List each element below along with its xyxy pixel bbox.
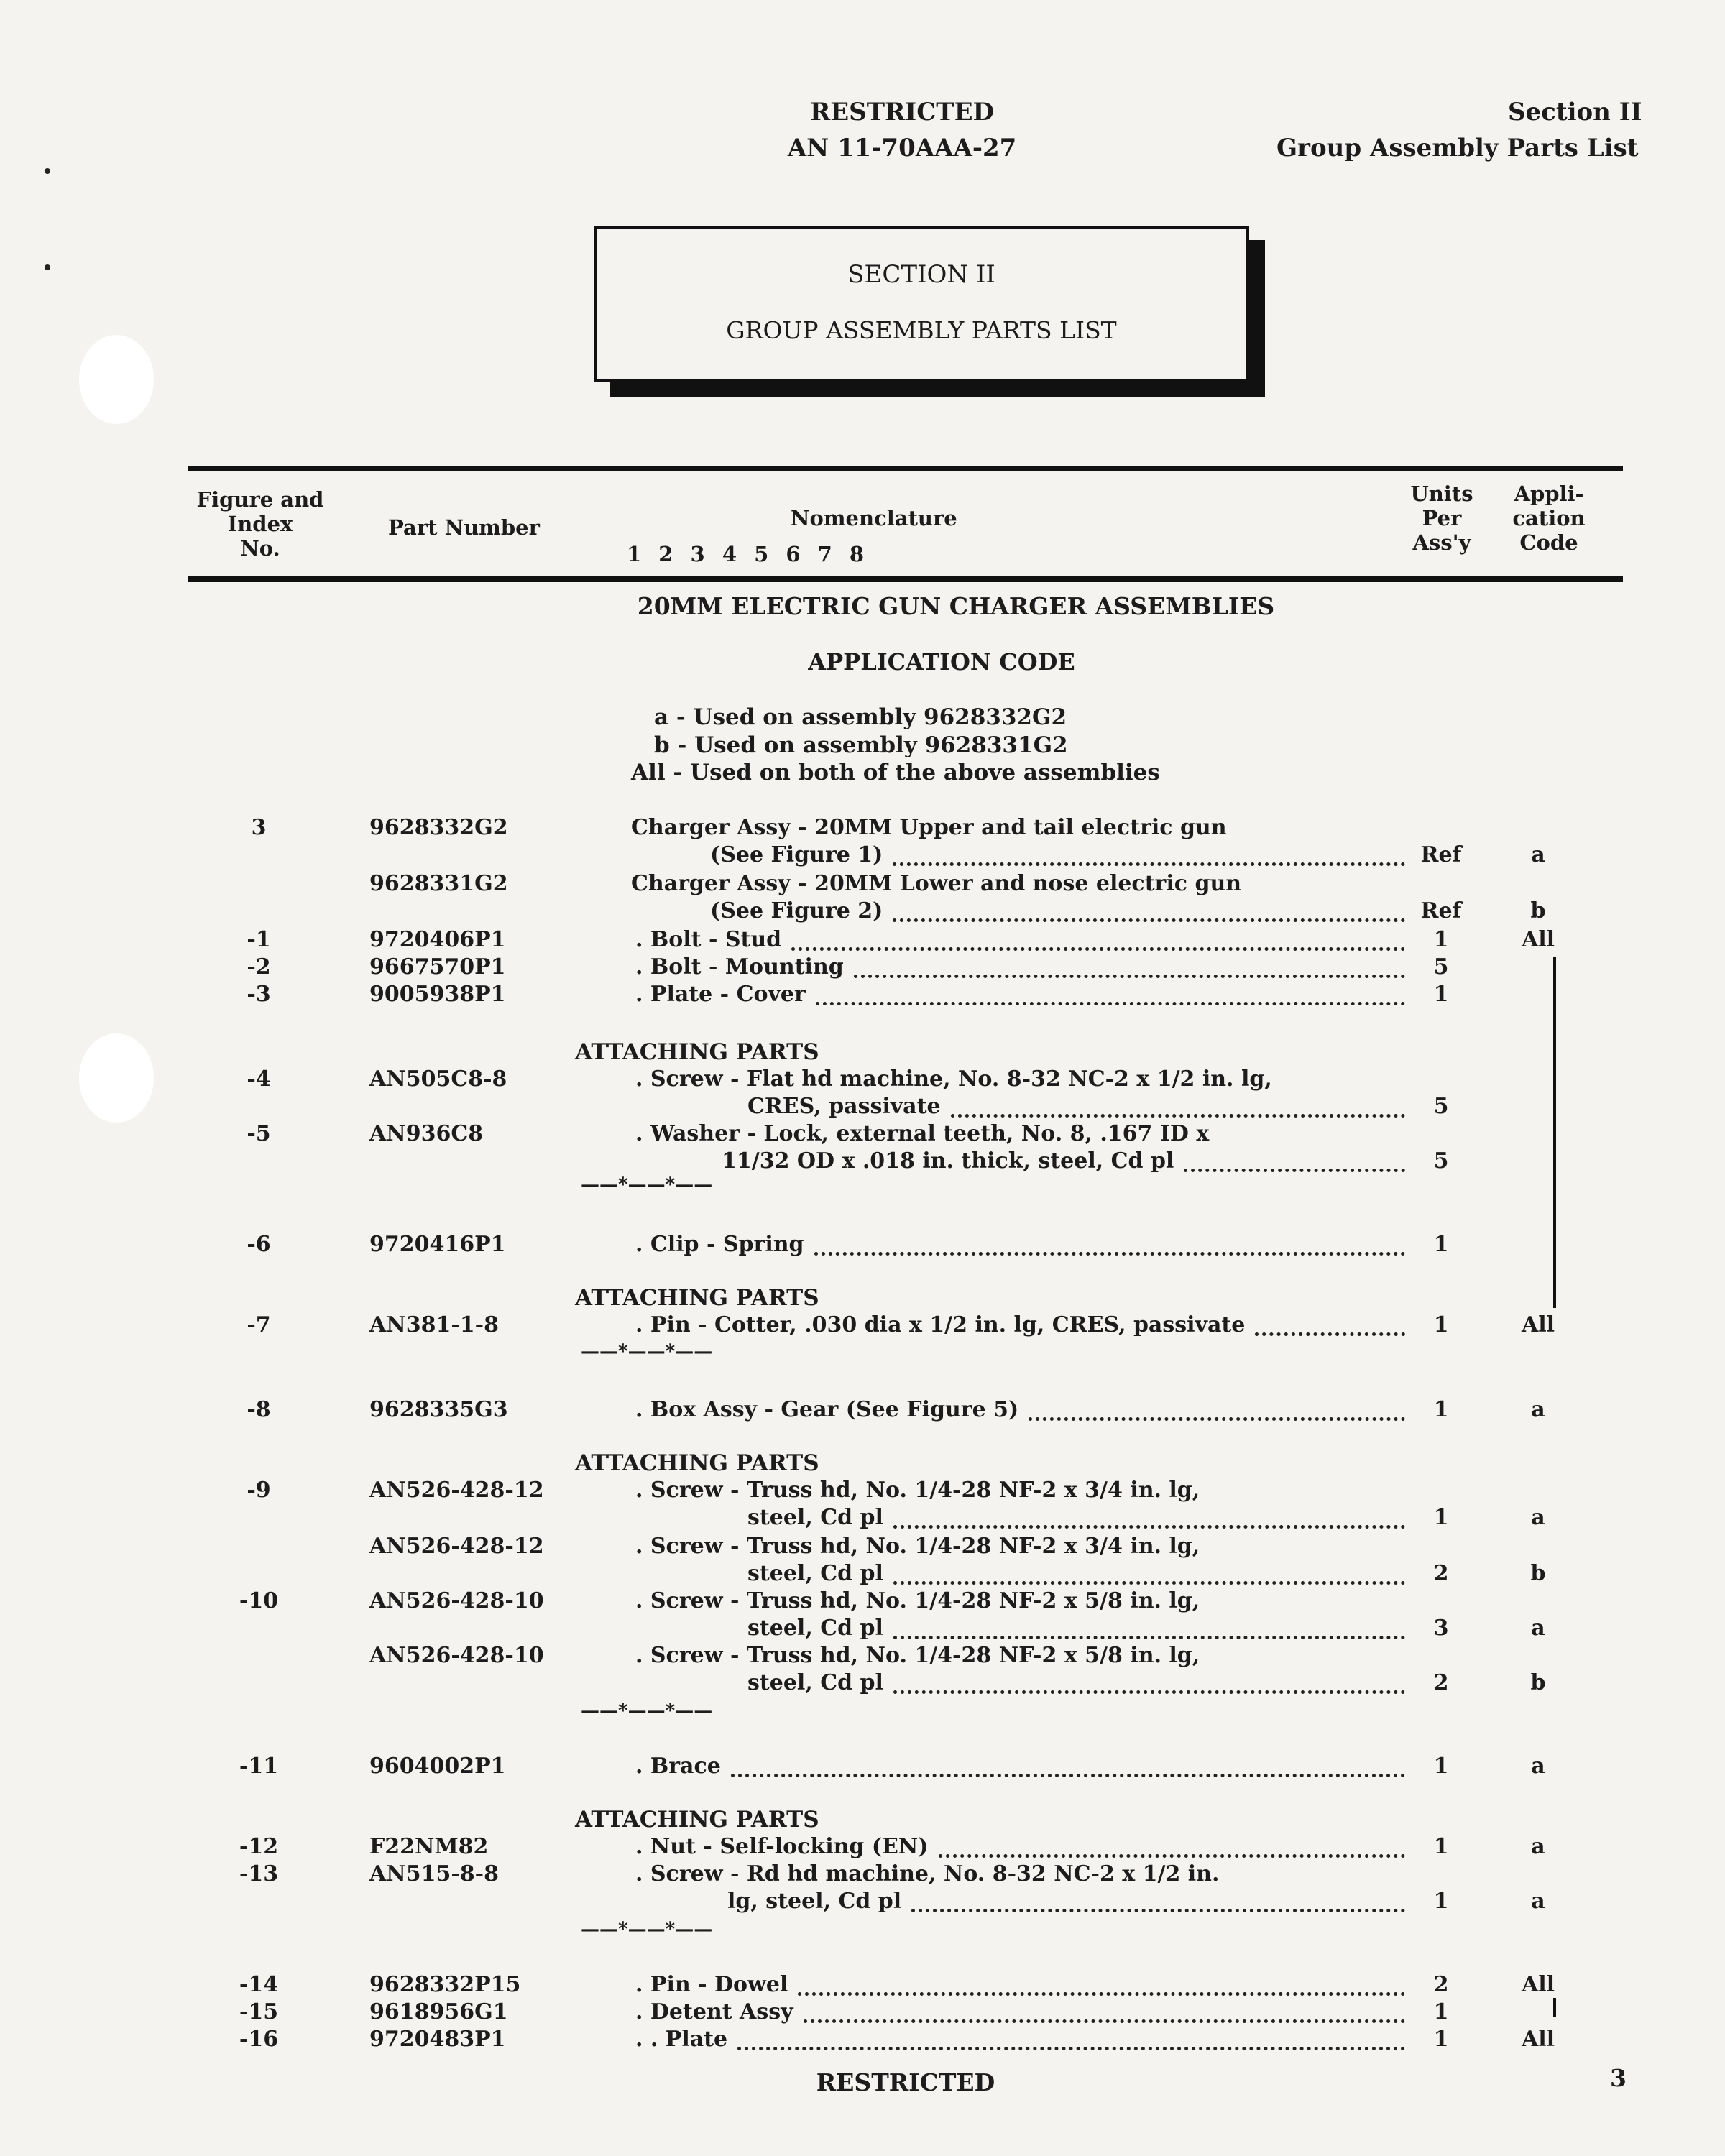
row-nomenclature: . Pin - Cotter, .030 dia x 1/2 in. lg, CRES, passivate: [635, 1312, 1246, 1337]
row-index-number: -9: [247, 1478, 271, 1503]
row-application-code: a: [1531, 1616, 1545, 1641]
row-nomenclature: steel, Cd pl: [748, 1670, 883, 1695]
row-part-number: 9720483P1: [369, 2027, 506, 2052]
dot-leader: [893, 1613, 1405, 1639]
row-index-number: -2: [247, 954, 271, 980]
row-units-per-assy: 1: [1433, 1754, 1449, 1779]
row-units-per-assy: 2: [1433, 1561, 1449, 1586]
row-index-number: -3: [247, 982, 271, 1007]
row-units-per-assy: 2: [1433, 1972, 1449, 1997]
row-nomenclature: . Brace: [635, 1754, 721, 1779]
row-nomenclature: . Clip - Spring: [635, 1232, 804, 1257]
header-section-title: Group Assembly Parts List: [1276, 134, 1639, 162]
dot-leader: [893, 895, 1405, 922]
row-index-number: -5: [247, 1121, 271, 1146]
row-part-number: AN505C8-8: [369, 1067, 507, 1092]
header-restricted: RESTRICTED: [810, 98, 994, 126]
row-part-number: 9005938P1: [369, 982, 506, 1007]
row-nomenclature: CRES, passivate: [748, 1094, 941, 1119]
dot-leader: [814, 1229, 1405, 1256]
row-units-per-assy: 1: [1433, 1397, 1449, 1422]
row-application-code: All: [1521, 1972, 1555, 1997]
row-nomenclature: Charger Assy - 20MM Upper and tail electric gun: [631, 815, 1227, 840]
binder-hole-middle: [79, 1033, 154, 1123]
section-title: GROUP ASSEMBLY PARTS LIST: [726, 316, 1117, 344]
page-number: 3: [1610, 2064, 1627, 2092]
row-units-per-assy: 1: [1433, 927, 1449, 952]
row-part-number: 9628332G2: [369, 815, 508, 840]
dot-leader: [911, 1886, 1405, 1912]
row-units-per-assy: 1: [1433, 1505, 1449, 1530]
row-units-per-assy: 1: [1433, 2027, 1449, 2052]
row-application-code: a: [1531, 1505, 1545, 1530]
row-application-code: a: [1531, 842, 1545, 867]
column-header-part-number: Part Number: [388, 515, 540, 540]
row-part-number: 9628332P15: [369, 1972, 521, 1997]
row-application-code: All: [1521, 2027, 1555, 2052]
dot-leader: [939, 1831, 1405, 1858]
header-section: Section II: [1508, 98, 1642, 126]
application-code-line-all: All - Used on both of the above assemblies: [631, 760, 1160, 786]
row-application-code: a: [1531, 1397, 1545, 1422]
column-header-units: Units Per Ass'y: [1410, 482, 1473, 555]
row-application-code: a: [1531, 1889, 1545, 1914]
row-part-number: AN526-428-10: [369, 1588, 544, 1613]
row-index-number: -14: [239, 1972, 279, 1997]
row-units-per-assy: 5: [1433, 954, 1449, 980]
row-nomenclature: . Nut - Self-locking (EN): [635, 1834, 929, 1859]
row-part-number: AN515-8-8: [369, 1861, 499, 1886]
row-units-per-assy: 1: [1433, 982, 1449, 1007]
row-nomenclature: . Box Assy - Gear (See Figure 5): [635, 1397, 1019, 1422]
dot-leader: [816, 979, 1405, 1005]
row-index-number: -10: [239, 1588, 279, 1613]
table-header-rule: [188, 576, 1623, 582]
column-header-indent-levels: 1 2 3 4 5 6 7 8: [627, 542, 865, 566]
row-units-per-assy: 1: [1433, 1889, 1449, 1914]
dot-leader: [893, 1558, 1405, 1585]
row-index-number: -8: [247, 1397, 271, 1422]
row-nomenclature: 11/32 OD x .018 in. thick, steel, Cd pl: [722, 1148, 1174, 1174]
attaching-parts-end-separator: ——*——*——: [581, 1700, 713, 1722]
row-index-number: -16: [239, 2027, 279, 2052]
row-nomenclature: . Bolt - Stud: [635, 927, 782, 952]
section-number: SECTION II: [847, 260, 995, 289]
row-nomenclature: lg, steel, Cd pl: [727, 1889, 902, 1914]
row-index-number: -11: [239, 1754, 279, 1779]
row-index-number: -6: [247, 1232, 271, 1257]
row-index-number: -4: [247, 1067, 271, 1092]
dot-leader: [1029, 1394, 1405, 1421]
attaching-parts-end-separator: ——*——*——: [581, 1919, 713, 1940]
row-nomenclature: . Screw - Truss hd, No. 1/4-28 NF-2 x 5/8 in. lg,: [635, 1643, 1200, 1668]
row-part-number: 9618956G1: [369, 1999, 508, 2024]
row-part-number: 9628331G2: [369, 871, 508, 896]
dot-leader: [893, 839, 1405, 866]
attaching-parts-label: ATTACHING PARTS: [575, 1039, 819, 1065]
row-application-code: a: [1531, 1834, 1545, 1859]
row-part-number: AN526-428-12: [369, 1534, 544, 1559]
row-application-code: All: [1521, 927, 1555, 952]
row-application-code: b: [1530, 898, 1546, 923]
dot-leader: [798, 1969, 1405, 1996]
header-document-number: AN 11-70AAA-27: [787, 134, 1017, 162]
row-index-number: -15: [239, 1999, 279, 2024]
dot-leader: [737, 2024, 1405, 2050]
footer-restricted: RESTRICTED: [816, 2068, 995, 2096]
row-nomenclature: steel, Cd pl: [748, 1505, 883, 1530]
row-nomenclature: . Screw - Truss hd, No. 1/4-28 NF-2 x 5/8 in. lg,: [635, 1588, 1200, 1613]
application-code-line-b: b - Used on assembly 9628331G2: [654, 732, 1068, 758]
row-units-per-assy: Ref: [1420, 842, 1462, 867]
row-nomenclature: steel, Cd pl: [748, 1616, 883, 1641]
dot-leader: [893, 1667, 1405, 1694]
row-units-per-assy: 1: [1433, 1834, 1449, 1859]
row-nomenclature: . Bolt - Mounting: [635, 954, 844, 980]
row-index-number: -13: [239, 1861, 279, 1886]
column-header-app-code: Appli- cation Code: [1512, 482, 1586, 555]
dot-leader: [731, 1751, 1405, 1777]
section-title-box: [594, 226, 1249, 382]
column-header-fig-index: Figure and Index No.: [196, 487, 324, 561]
row-nomenclature: steel, Cd pl: [748, 1561, 883, 1586]
row-nomenclature: . Washer - Lock, external teeth, No. 8, .167 ID x: [635, 1121, 1210, 1146]
row-part-number: 9720406P1: [369, 927, 506, 952]
row-part-number: F22NM82: [369, 1834, 489, 1859]
row-nomenclature: . Plate - Cover: [635, 982, 806, 1007]
row-index-number: 3: [251, 815, 267, 840]
row-part-number: 9720416P1: [369, 1232, 506, 1257]
dot-leader: [1184, 1146, 1405, 1172]
row-units-per-assy: 5: [1433, 1148, 1449, 1174]
dot-leader: [1255, 1309, 1405, 1336]
attaching-parts-end-separator: ——*——*——: [581, 1341, 713, 1363]
page-speck: [45, 168, 50, 174]
application-code-bracket: [1553, 1998, 1556, 2017]
dot-leader: [804, 1996, 1405, 2023]
row-part-number: 9604002P1: [369, 1754, 506, 1779]
row-index-number: -7: [247, 1312, 271, 1337]
row-nomenclature: . Detent Assy: [635, 1999, 794, 2024]
table-top-rule: [188, 466, 1623, 471]
row-units-per-assy: 5: [1433, 1094, 1449, 1119]
row-nomenclature: . Screw - Truss hd, No. 1/4-28 NF-2 x 3/4 in. lg,: [635, 1534, 1200, 1559]
dot-leader: [951, 1091, 1405, 1118]
row-units-per-assy: Ref: [1420, 898, 1462, 923]
row-part-number: 9667570P1: [369, 954, 506, 980]
application-code-line-a: a - Used on assembly 9628332G2: [654, 704, 1067, 730]
row-nomenclature: . . Plate: [635, 2027, 728, 2052]
row-nomenclature: . Screw - Rd hd machine, No. 8-32 NC-2 x 1/2 in.: [635, 1861, 1220, 1886]
row-nomenclature: Charger Assy - 20MM Lower and nose electric gun: [631, 871, 1242, 896]
row-nomenclature: . Screw - Truss hd, No. 1/4-28 NF-2 x 3/4 in. lg,: [635, 1478, 1200, 1503]
row-units-per-assy: 1: [1433, 1232, 1449, 1257]
row-nomenclature: . Screw - Flat hd machine, No. 8-32 NC-2 x 1/2 in. lg,: [635, 1067, 1272, 1092]
row-part-number: AN936C8: [369, 1121, 484, 1146]
assembly-title: 20MM ELECTRIC GUN CHARGER ASSEMBLIES: [637, 592, 1275, 620]
row-application-code: b: [1530, 1670, 1546, 1695]
column-header-nomenclature: Nomenclature: [791, 506, 957, 530]
row-units-per-assy: 3: [1433, 1616, 1449, 1641]
page-speck: [45, 264, 50, 270]
row-units-per-assy: 1: [1433, 1312, 1449, 1337]
row-nomenclature: (See Figure 1): [710, 842, 883, 867]
row-index-number: -1: [247, 927, 271, 952]
dot-leader: [893, 1502, 1405, 1529]
dot-leader: [791, 924, 1405, 951]
attaching-parts-end-separator: ——*——*——: [581, 1174, 713, 1196]
row-units-per-assy: 1: [1433, 1999, 1449, 2024]
row-part-number: AN526-428-10: [369, 1643, 544, 1668]
row-application-code: a: [1531, 1754, 1545, 1779]
application-code-bracket: [1553, 957, 1556, 1308]
attaching-parts-label: ATTACHING PARTS: [575, 1450, 819, 1476]
row-part-number: AN381-1-8: [369, 1312, 499, 1337]
attaching-parts-label: ATTACHING PARTS: [575, 1807, 819, 1833]
attaching-parts-label: ATTACHING PARTS: [575, 1285, 819, 1311]
row-application-code: b: [1530, 1561, 1546, 1586]
row-nomenclature: (See Figure 2): [710, 898, 883, 923]
row-part-number: 9628335G3: [369, 1397, 508, 1422]
row-application-code: All: [1521, 1312, 1555, 1337]
dot-leader: [854, 952, 1405, 978]
row-part-number: AN526-428-12: [369, 1478, 544, 1503]
row-nomenclature: . Pin - Dowel: [635, 1972, 788, 1997]
row-units-per-assy: 2: [1433, 1670, 1449, 1695]
row-index-number: -12: [239, 1834, 279, 1859]
application-code-title: APPLICATION CODE: [808, 648, 1075, 676]
binder-hole-top: [79, 335, 154, 424]
